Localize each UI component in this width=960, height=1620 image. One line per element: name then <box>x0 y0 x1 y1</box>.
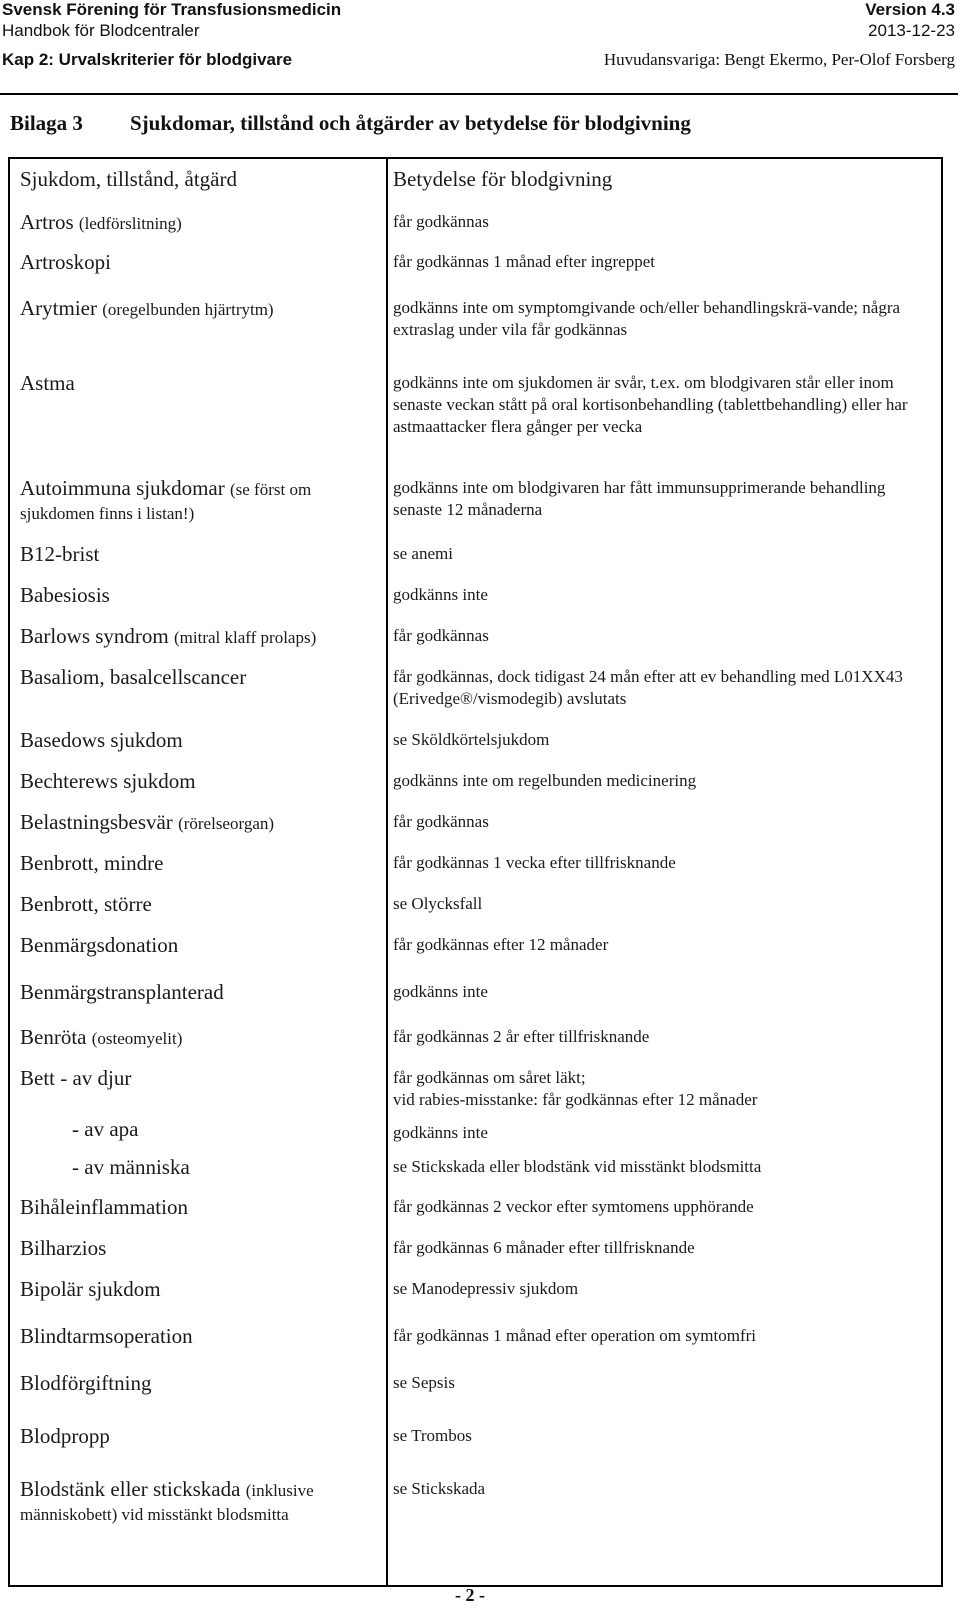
condition-value: godkänns inte om blodgivaren har fått immunsupprimerande behandling senaste 12 månaderna <box>393 478 886 519</box>
condition-value: se anemi <box>393 544 453 563</box>
handbook-title: Handbok för Blodcentraler <box>2 21 200 40</box>
condition-note: (oregelbunden hjärtrytm) <box>102 300 274 319</box>
column-divider <box>386 157 388 1587</box>
condition-value: får godkännas 1 vecka efter tillfrisknande <box>393 853 676 872</box>
condition-note: (osteomyelit) <box>91 1029 183 1048</box>
condition-value: godkänns inte <box>393 1123 488 1142</box>
condition-note: (mitral klaff prolaps) <box>174 628 317 647</box>
condition-name: Benbrott, mindre <box>20 851 164 875</box>
condition-name: - av apa <box>72 1117 139 1141</box>
condition-value: får godkännas <box>393 626 489 645</box>
condition-note: (se först om sjukdomen finns i listan!) <box>20 480 312 523</box>
condition-name: Blindtarmsoperation <box>20 1324 193 1348</box>
version-label: Version 4.3 <box>865 0 955 19</box>
appendix-title: Sjukdomar, tillstånd och åtgärder av betydelse för blodgivning <box>130 111 691 135</box>
chapter-title: Kap 2: Urvalskriterier för blodgivare <box>2 50 293 69</box>
condition-value: får godkännas, dock tidigast 24 mån efter att ev behandling med L01XX43 (Erivedge®/vismodegib) avslutats <box>393 667 903 708</box>
condition-name: Bihåleinflammation <box>20 1195 188 1219</box>
condition-value: får godkännas 2 år efter tillfrisknande <box>393 1027 650 1046</box>
condition-value: se Stickskada eller blodstänk vid misstänkt blodsmitta <box>393 1157 762 1176</box>
header-line-2 <box>0 21 955 41</box>
appendix-label: Bilaga 3 <box>10 111 83 135</box>
condition-name: Arytmier <box>20 296 97 320</box>
condition-name: Astma <box>20 371 75 395</box>
condition-value: får godkännas 6 månader efter tillfrisknande <box>393 1238 695 1257</box>
condition-name: Artroskopi <box>20 250 111 274</box>
condition-note: (inklusive människobett) vid misstänkt blodsmitta <box>20 1481 314 1524</box>
condition-value: godkänns inte om regelbunden medicinering <box>393 771 697 790</box>
header-line-3 <box>0 50 955 70</box>
condition-name: - av människa <box>72 1155 190 1179</box>
condition-name: Benmärgsdonation <box>20 933 179 957</box>
condition-value: se Sepsis <box>393 1373 455 1392</box>
condition-value: får godkännas 1 månad efter ingreppet <box>393 252 655 271</box>
condition-name: Babesiosis <box>20 583 110 607</box>
condition-value: se Olycksfall <box>393 894 483 913</box>
condition-name: Autoimmuna sjukdomar <box>20 476 225 500</box>
condition-name: Blodförgiftning <box>20 1371 152 1395</box>
condition-name: Blodstänk eller stickskada <box>20 1477 241 1501</box>
condition-name: Barlows syndrom <box>20 624 169 648</box>
condition-value: godkänns inte om sjukdomen är svår, t.ex. om blodgivaren står eller inom senaste veckan stått på oral kortisonbehandling (tablettbehandling) eller har astmaattacker flera gånger per vecka <box>393 373 908 436</box>
condition-name: Benbrott, större <box>20 892 152 916</box>
condition-value: godkänns inte om symptomgivande och/eller behandlingskrä-vande; några extraslag under vila får godkännas <box>393 298 901 339</box>
condition-value: godkänns inte <box>393 982 488 1001</box>
condition-name: Blodpropp <box>20 1424 110 1448</box>
condition-name: B12-brist <box>20 542 100 566</box>
condition-value: får godkännas 2 veckor efter symtomens upphörande <box>393 1197 754 1216</box>
col1-header: Sjukdom, tillstånd, åtgärd <box>20 167 237 191</box>
condition-value: se Stickskada <box>393 1479 486 1498</box>
condition-name: Bechterews sjukdom <box>20 769 196 793</box>
condition-value: godkänns inte <box>393 585 488 604</box>
condition-name: Basaliom, basalcellscancer <box>20 665 247 689</box>
condition-name: Benröta <box>20 1025 87 1049</box>
header-rule <box>0 93 958 95</box>
condition-name: Bipolär sjukdom <box>20 1277 161 1301</box>
responsible-persons: Huvudansvariga: Bengt Ekermo, Per-Olof Forsberg <box>603 50 955 69</box>
page-number: - 2 - <box>455 1585 485 1605</box>
header-line-1 <box>0 0 955 20</box>
condition-name: Bilharzios <box>20 1236 107 1260</box>
org-name: Svensk Förening för Transfusionsmedicin <box>2 0 342 19</box>
condition-value: får godkännas om såret läkt; <box>393 1068 586 1087</box>
condition-name: Benmärgstransplanterad <box>20 980 224 1004</box>
condition-value: se Trombos <box>393 1426 472 1445</box>
condition-value-extra: vid rabies-misstanke: får godkännas efter 12 månader <box>393 1090 758 1109</box>
col2-header: Betydelse för blodgivning <box>393 167 613 191</box>
condition-name: Artros <box>20 210 74 234</box>
condition-name: Belastningsbesvär <box>20 810 173 834</box>
condition-value: får godkännas efter 12 månader <box>393 935 609 954</box>
condition-name: Bett - av djur <box>20 1066 132 1090</box>
condition-value: får godkännas <box>393 812 489 831</box>
condition-note: (ledförslitning) <box>78 214 182 233</box>
condition-value: se Manodepressiv sjukdom <box>393 1279 579 1298</box>
condition-name: Basedows sjukdom <box>20 728 183 752</box>
condition-value: får godkännas 1 månad efter operation om symtomfri <box>393 1326 757 1345</box>
header-date: 2013-12-23 <box>868 21 955 40</box>
condition-value: se Sköldkörtelsjukdom <box>393 730 550 749</box>
condition-value: får godkännas <box>393 212 489 231</box>
condition-note: (rörelseorgan) <box>178 814 275 833</box>
